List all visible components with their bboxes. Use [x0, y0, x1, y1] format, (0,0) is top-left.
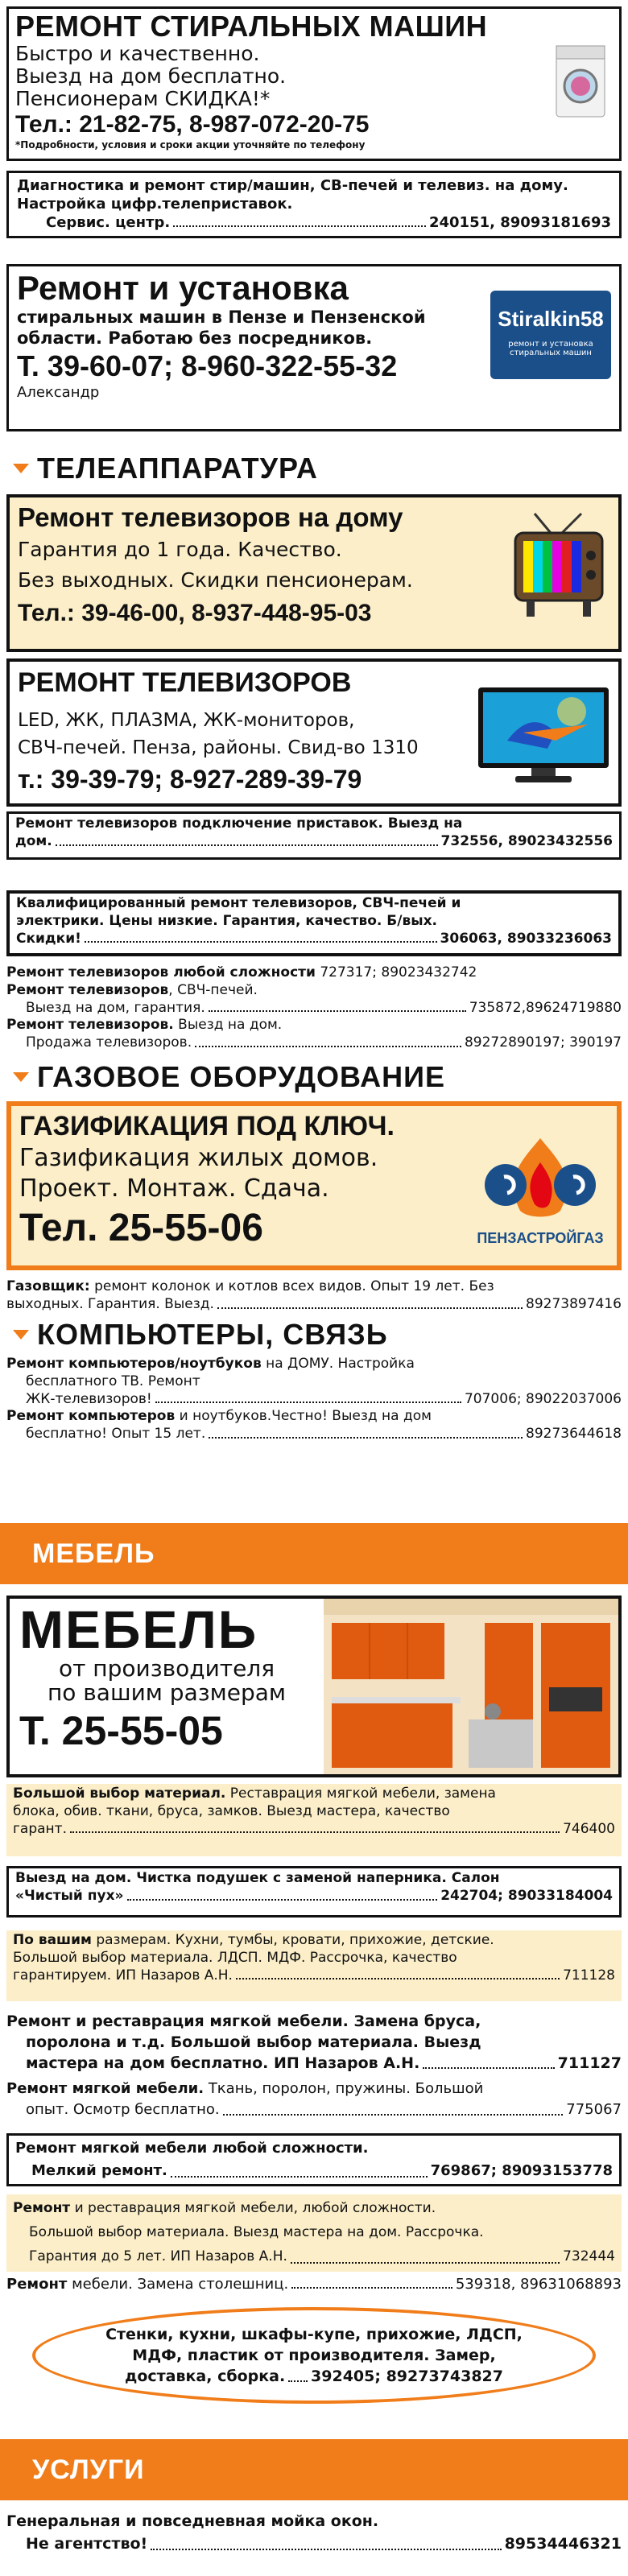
section-heading-gas — [6, 1059, 622, 1095]
ad-phones: 240151, 89093181693 — [428, 214, 611, 232]
penzastroygaz-logo — [472, 1130, 609, 1251]
ad-tv-repair-home — [6, 494, 622, 652]
section-heading-tv — [6, 451, 622, 486]
ad-diagnostics — [6, 171, 622, 238]
ad-qualified-tv-repair — [6, 890, 622, 956]
ad-label: Сервис. центр. — [46, 214, 171, 232]
ad-text: Квалифицированный ремонт телевизоров, СВЧ-печей и — [16, 895, 461, 911]
washing-machine-image — [553, 41, 611, 122]
ad-text: Скидки! — [16, 930, 81, 947]
ad-contact-name: Александр — [17, 384, 100, 401]
ad-title: РЕМОНТ СТИРАЛЬНЫХ МАШИН — [15, 10, 488, 43]
list-item: Ремонт телевизоров любой сложности 727317; 89023432742 — [6, 964, 477, 980]
ad-custom-furniture: По вашим размерам. Кухни, тумбы, кровати, прихожие, детские. Большой выбор материала. ЛДСП. МДФ. Рассрочка, качество гарантируем. ИП Назаров А.Н. 711128 — [6, 1930, 622, 2001]
ad-gasification — [6, 1101, 622, 1270]
ad-phones: 732556, 89023432556 — [440, 832, 613, 849]
ad-text: Диагностика и ремонт стир/машин, СВ-печей и телевиз. на дому. Настройка цифр.телеприставок. — [17, 177, 568, 213]
section-title: ТЕЛЕАППАРАТУРА — [37, 452, 318, 485]
ad-text: Ремонт телевизоров подключение приставок. Выезд на — [15, 815, 463, 832]
ad-soft-furniture-repair: Ремонт мягкой мебели. Ткань, поролон, пружины. Большой опыт. Осмотр бесплатно. 775067 — [6, 2080, 622, 2118]
ad-title: Ремонт и установка — [17, 269, 349, 307]
ad-title: МЕБЕЛЬ — [19, 1600, 258, 1659]
retro-tv-image — [510, 510, 607, 626]
ad-countertop: Ремонт мебели. Замена столешниц. 539318, 89631068893 — [6, 2276, 622, 2293]
ad-line: Газификация жилых домов. — [19, 1144, 378, 1172]
ad-line: LED, ЖК, ПЛАЗМА, ЖК-мониторов, — [18, 710, 355, 731]
section-title: КОМПЬЮТЕРЫ, СВЯЗЬ — [37, 1318, 388, 1351]
ad-subtitle: по вашим размерам — [47, 1679, 287, 1706]
ad-text: стиральных машин в Пензе и Пензенской области. Работаю без посредников. — [17, 308, 426, 348]
flat-tv-image — [475, 684, 612, 792]
ad-window-cleaning: Генеральная и повседневная мойка окон. Не агентство! 89534446321 — [6, 2512, 622, 2553]
list-item: Ремонт компьютеров/ноутбуков на ДОМУ. Настройка — [6, 1356, 415, 1372]
logo-text: ПЕНЗАСТРОЙГАЗ — [477, 1230, 604, 1246]
triangle-icon — [13, 464, 29, 473]
list-item: Газовщик: ремонт колонок и котлов всех видов. Опыт 19 лет. Без — [6, 1278, 494, 1294]
banner-furniture — [0, 1523, 628, 1584]
section-heading-computers — [6, 1317, 622, 1352]
ad-phones: Т. 25-55-05 — [19, 1708, 223, 1753]
kitchen-image — [324, 1599, 618, 1774]
ad-furniture-installments: Ремонт и реставрация мягкой мебели, любой сложности. Большой выбор материала. Выезд мастера на дом. Рассрочка. Гарантия до 5 лет. ИП Назаров А.Н. 732444 — [6, 2194, 622, 2272]
banner-title: УСЛУГИ — [32, 2454, 145, 2485]
ad-line: Проект. Монтаж. Сдача. — [19, 1174, 329, 1203]
ad-install-washing-machines — [6, 264, 622, 431]
list-item: Продажа телевизоров. 89272890197; 390197 — [26, 1034, 622, 1051]
ad-any-complexity-repair: Ремонт мягкой мебели любой сложности. Мелкий ремонт. 769867; 89093153778 — [6, 2133, 622, 2186]
ad-line: Гарантия до 1 года. Качество. — [18, 538, 342, 561]
banner-services — [0, 2439, 628, 2500]
logo-text: Stiralkin58 — [498, 307, 604, 331]
ad-furniture-manufacturer — [6, 1596, 622, 1777]
ad-text: электрики. Цены низкие. Гарантия, качество. Б/вых. — [16, 912, 438, 929]
ad-line: СВЧ-печей. Пенза, районы. Свид-во 1310 — [18, 737, 419, 758]
triangle-icon — [13, 1330, 29, 1340]
section-title: ГАЗОВОЕ ОБОРУДОВАНИЕ — [37, 1060, 446, 1093]
ad-line: Пенсионерам СКИДКА!* — [15, 87, 271, 110]
ad-title: Ремонт телевизоров на дому — [18, 502, 403, 532]
ad-tv-repair — [6, 658, 622, 807]
ad-soft-furniture-restoration: Ремонт и реставрация мягкой мебели. Замена бруса, поролона и т.д. Большой выбор материала. Выезд мастера на дом бесплатно. ИП Назаров А.Н. 711127 — [6, 2013, 622, 2072]
list-item: Ремонт телевизоров. Выезд на дом. — [6, 1017, 283, 1034]
ad-phones: 306063, 89033236063 — [440, 930, 612, 947]
ad-tv-prefix — [6, 811, 622, 860]
ad-title: РЕМОНТ ТЕЛЕВИЗОРОВ — [18, 667, 352, 698]
list-item: Ремонт телевизоров, СВЧ-печей. — [6, 981, 258, 998]
ad-text: дом. — [15, 832, 52, 849]
list-item: Выезд на дом, гарантия. 735872,89624719880 — [26, 999, 622, 1016]
gas-listing: Газовщик: ремонт колонок и котлов всех видов. Опыт 19 лет. Без выходных. Гарантия. Выезд. 89273897416 — [6, 1278, 622, 1312]
ad-pillow-cleaning: Выезд на дом. Чистка подушек с заменой наперника. Салон «Чистый пух» 242704; 89033184004 — [6, 1866, 622, 1918]
ad-line: Выезд на дом бесплатно. — [15, 64, 287, 88]
ad-line: Без выходных. Скидки пенсионерам. — [18, 568, 413, 592]
list-item: Ремонт компьютеров и ноутбуков.Честно! Выезд на дом — [6, 1408, 432, 1425]
ad-washing-machine-repair — [6, 6, 622, 161]
ad-phones: Тел.: 39-46-00, 8-937-448-95-03 — [18, 600, 372, 626]
computer-listings: Ремонт компьютеров/ноутбуков на ДОМУ. Настройка бесплатного ТВ. Ремонт ЖК-телевизоров! 707006; 89022037006 Ремонт компьютеров и ноутбуков.Честно! Выезд на дом бесплатно! Опыт 15 лет. 89273644618 — [6, 1356, 622, 1442]
ad-phones: Тел. 25-55-06 — [19, 1207, 263, 1249]
ad-cabinets-oval: Стенки, кухни, шкафы-купе, прихожие, ЛДСП, МДФ, пластик от производителя. Замер, доставка, сборка. 392405; 89273743827 — [32, 2307, 596, 2404]
triangle-icon — [13, 1072, 29, 1082]
banner-title: МЕБЕЛЬ — [32, 1538, 155, 1569]
ad-title: ГАЗИФИКАЦИЯ ПОД КЛЮЧ. — [19, 1111, 395, 1141]
ad-subtitle: от производителя — [58, 1655, 275, 1682]
stiralkin-logo — [490, 291, 611, 379]
ad-phones: Тел.: 21-82-75, 8-987-072-20-75 — [15, 111, 370, 138]
ad-line: Быстро и качественно. — [15, 42, 260, 65]
ad-phones: Т. 39-60-07; 8-960-322-55-32 — [17, 349, 398, 382]
ad-phones: т.: 39-39-79; 8-927-289-39-79 — [18, 765, 362, 794]
logo-subtext: ремонт и установка стиральных машин — [508, 340, 593, 357]
tv-listings — [6, 964, 622, 1052]
ad-footnote: *Подробности, условия и сроки акции уточняйте по телефону — [15, 139, 366, 151]
ad-furniture-material: Большой выбор материал. Реставрация мягкой мебели, замена блока, обив. ткани, бруса, замков. Выезд мастера, качество гарант. 746400 — [6, 1784, 622, 1856]
